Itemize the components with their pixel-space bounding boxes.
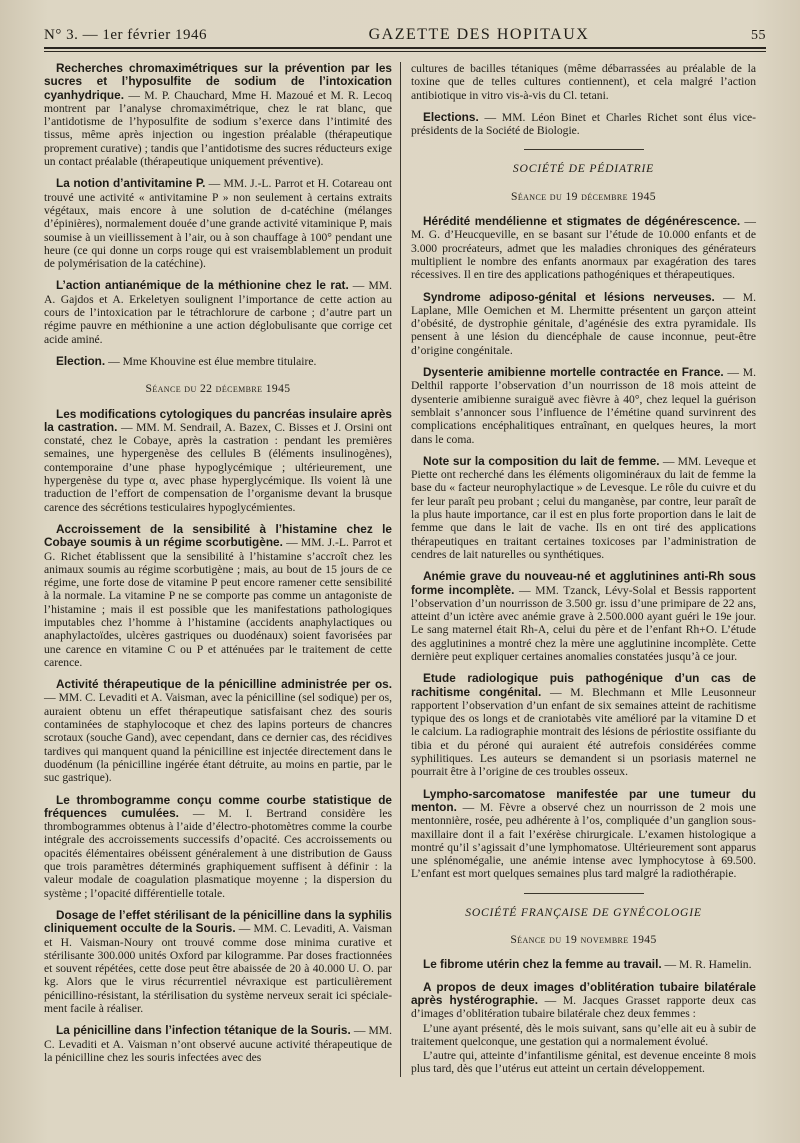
article-r10-paragraph: L’autre qui, atteinte d’infantilisme génital, est devenue enceinte 8 mois plus tard, dès que l’utérus eut atteint un certain développement. (411, 1049, 756, 1076)
left-column (44, 62, 400, 1077)
session-heading: Séance du 22 décembre 1945 (145, 382, 291, 396)
article-r5: Note sur la composition du lait de femme. — MM. Leveque et Piette ont recherché dans les éléments oligominéraux du lait de femme la base du « facteur neurophylactique » de Levesque. Le rôle du cuivre et du fer leur paraît peu probant ; celui du manganèse, par contre, leur paraît de la plus haute importance, car il est en plus forte proportion dans le lait de femme que dans le lait de vache. Ils en ont tiré des applications thérapeutiques en traitant certaines toxicoses par l’administration de cendres de lait naturelles ou synthétiques. (411, 453, 756, 561)
columns (44, 62, 766, 1077)
article-r2: Hérédité mendélienne et stigmates de dégénérescence. — M. G. d’Heucqueville, en se basant sur l’étude de 10.000 enfants et de 3.000 procréateurs, admet que les maladies chroniques des générateurs multiplient le nombre des enfants anormaux par exagération des tares récessives. Il en tire des applications pathogéniques et thérapeutiques. (411, 214, 756, 282)
article-elections: Elections. — MM. Léon Binet et Charles Richet sont élus vice-présidents de la Société de Biologie. (411, 109, 756, 138)
section-divider (524, 893, 644, 894)
article-r9: Le fibrome utérin chez la femme au travail. — M. R. Hamelin. (423, 957, 752, 972)
issue-date: N° 3. — 1er février 1946 (44, 27, 207, 43)
article-6: Accroissement de la sensibilité à l’histamine chez le Cobaye soumis à un régime scorbutigène. — MM. J.-L. Parrot et G. Richet établissent que la sensibilité à l’histamine s’accroît chez les animaux soumis au régime scorbutigène ; mais, au bout de 15 jours de ce régime, une forte dose de vitamine P peut encore ramener cette sensibilité à la normale. La vitamine P ne se comporte pas comme un antagoniste de l’histamine ; mais il est possible que les manifestations pathologiques imputables chez l’homme à l’histamine (accidents anaphylactiques ou anaphylactoïdes, ulcères gastriques ou duodénaux) soient favorisées par une carence en vitamine C ou P et atténuées par le traitement de cette carence. (44, 521, 392, 669)
article-2: La notion d’antivitamine P. — MM. J.-L. Parrot et H. Cotareau ont trouvé une activité « antivitamine P » non seulement à certains extraits végétaux, mais encore à une solution de d-catéchine (mélanges d’épinières), normalement douée d’une grande activité vitaminique P, mais soumise à un vieillissement à l’air, ou à son chauffage à 100° pendant une heure (ce qui donne un corps rouge qui est vraisemblablement un produit de polymérisation de la catéchine). (44, 176, 393, 271)
article-10: La pénicilline dans l’infection tétanique de la Souris. — MM. C. Levaditi et A. Vaisman n’ont observé aucune activité thérapeutique de la pénicilline chez les souris infectées avec des (44, 1023, 392, 1064)
article-3: L’action antianémique de la méthionine chez le rat. — MM. A. Gajdos et A. Erkeletyen soulignent l’importance de cette action au cours de l’intoxication par le tétrachlorure de carbone ; d’autre part un régime pauvre en méthionine a une action déglobulisante que corrige cet acide aminé. (44, 278, 392, 346)
article-9: Dosage de l’effet stérilisant de la pénicilline dans la syphilis cliniquement occulte de la Souris. — MM. C. Levaditi, A. Vaisman et H. Vaisman-Noury ont trouvé comme dose minima curative et stérilisante 300.000 unités Oxford par kilogramme. Par doses fractionnées et souvent répétées, cette dose peut être abaissée de 20 à 40.000 U. O. par kg. Alors que le virus récurrentiel névraxique est particulièrement pénicillino-résistant, la stérilisation du système nerveux serait ici spéciale-ment facile à réaliser. (44, 907, 392, 1015)
page-number: 55 (751, 28, 766, 43)
article-r8: Lympho-sarcomatose manifestée par une tumeur du menton. — M. Fèvre a observé chez un nourrisson de 2 mois une mentonnière, rosée, peu adhérente à l’os, compliquée d’un ganglion sous-maxillaire dont il a fait l’exérèse chirurgicale. L’examen histologique a montré qu’il s’agissait d’une lymphomatose. Ultérieurement sont apparus une splénomégalie, une anémie intense avec lymphocytose à 69.500. L’enfant est mort quelques semaines plus tard malgré la radiothérapie. (411, 786, 756, 881)
journal-title: GAZETTE DES HOPITAUX (368, 26, 590, 43)
article-4: Election. — Mme Khouvine est élue membre titulaire. (56, 353, 317, 368)
header-rule (44, 51, 766, 52)
article-1: Recherches chromaximétriques sur la prévention par les sucres et l’hyposulfite de sodium de l’intoxication cyanhydrique. — M. P. Chauchard, Mme H. Mazoué et M. R. Lecoq montrent par l’analyse chromaximétrique, chez le rat blanc, que l’antidotisme de l’hyposulfite de sodium s’exerce dans l’intimité des tissus, même après injection ou ingestion préalable (thérapeutique proprement curative) ; tandis que l’antidotisme des sucres réducteurs exige un contact préalable (thérapeutique uniquement préventive). (44, 61, 392, 169)
society-heading: SOCIÉTÉ DE PÉDIATRIE (512, 162, 655, 176)
article-r3: Syndrome adiposo-génital et lésions nerveuses. — M. Laplane, Mlle Oemichen et M. Lhermitte présentent un garçon atteint d’obésité, de dystrophie génitale, d’agénésie des extra pyramidale. Ils pensent à une lésion du diencéphale de cause inconnue, peut-être d’origine congénitale. (411, 289, 756, 357)
society-heading: SOCIÉTÉ FRANÇAISE DE GYNÉCOLOGIE (465, 905, 702, 919)
article-r10: A propos de deux images d’oblitération tubaire bilatérale après hystérographie. — M. Jacques Grasset rapporte deux cas d’images d’oblitération tubaire bilatérale chez deux femmes : (411, 979, 756, 1021)
article-r6: Anémie grave du nouveau-né et agglutinines anti-Rh sous forme incomplète. — MM. Tzanck, Lévy-Solal et Bessis rapportent l’observation d’un nourrisson de 3.500 gr. issu d’une primipare de 22 ans, atteint d’un ictère avec anémie grave à 2.500.000 ayant guéri le 19e jour. Le sang maternel était Rh-A, celui du père et de l’enfant Rh+O. L’étude des agglutinines a montré chez la mère une agglutinine incomplète. Cette dernière peut expliquer certaines anomalies constatées jusqu’à ce jour. (411, 569, 756, 663)
right-column (400, 62, 756, 1077)
article-r7: Etude radiologique puis pathogénique d’un cas de rachitisme congénital. — M. Blechmann et Mlle Leusonneur rapportent l’observation d’un enfant de six semaines atteint de rachitisme typique des os longs et de craniotabès vite amélioré par la vitamine D et le calcium. La radiographie montrait des lésions de périostite ossifiante du tibia et du péroné qui auraient été autrefois considérées comme syphilitiques. Les auteurs se demandent si un psoriasis maternel ne pourrait être à l’origine de ces troubles osseux. (411, 671, 756, 779)
session-heading: Séance du 19 novembre 1945 (510, 933, 657, 947)
article-7: Activité thérapeutique de la pénicilline administrée per os. — MM. C. Levaditi et A. Vaisman, avec la pénicilline (sel sodique) per os, auraient obtenu un effet thérapeutique satisfaisant chez des souris contaminées de staphylocoque et chez des lapins porteurs de chancres scrotaux (souche Gand), avec cependant, dans ce dernier cas, des récidives tardives qui manquent quand la pénicilline est injectée directement dans le duodénum (la pénicilline ingérée étant détruite, au moins en partie, par le suc gastrique). (44, 677, 392, 785)
session-heading: Séance du 19 décembre 1945 (510, 189, 656, 203)
article-r4: Dysenterie amibienne mortelle contractée en France. — M. Delthil rapporte l’observation d’un nourrisson de 18 mois atteint de dysenterie amibienne suraiguë avec fièvre à 40°, chez lequel la guérison semblait s’annoncer sous l’influence de l’émétine quand survinrent des complications encéphalitiques entraînant, en quelques heures, la mort dans le coma. (411, 365, 756, 446)
article-8: Le thrombogramme conçu comme courbe statistique de fréquences cumulées. — M. I. Bertrand considère les thrombogrammes obtenus à l’aide d’électro-photomètres comme la courbe intégrale des accroissements successifs d’opacité. Ces accroissements ou opacités élémentaires obéissent généralement à une distribution de Gauss que trois paramètres déterminés graphiquement suffisent à définir : la valeur modale de coagulation plasmatique moyenne ; la dispersion du système ; l’opacité différentielle totale. (44, 792, 392, 900)
article-r10-paragraph: L’une ayant présenté, dès le mois suivant, sans qu’elle ait eu à subir de traitement quelconque, une gestation qui a normalement évolué. (411, 1021, 756, 1048)
page-header (44, 26, 766, 49)
section-divider (524, 149, 644, 150)
article-5: Les modifications cytologiques du pancréas insulaire après la castration. — MM. M. Sendrail, A. Bazex, C. Bisses et J. Orsini ont constaté, chez le Cobaye, après la castration : pendant les premières semaines, une hypergenèse des cellules B (éléments insulinogènes), contemporaine d’une phase hypoglycémique ; ultérieurement, une hypergenèse du type α, avec phase hyperglycémique. Ils voient là une traduction de l’effort de compensation de l’organisme devant la brusque carence des sécrétions testiculaires hypoglycémientes. (44, 406, 392, 514)
article-continued: cultures de bacilles tétaniques (même débarrassées au préalable de la toxine que de telles cultures contiennent), et cela malgré l’action antibiotique in vitro vis-à-vis du Cl. tetani. (411, 62, 756, 102)
